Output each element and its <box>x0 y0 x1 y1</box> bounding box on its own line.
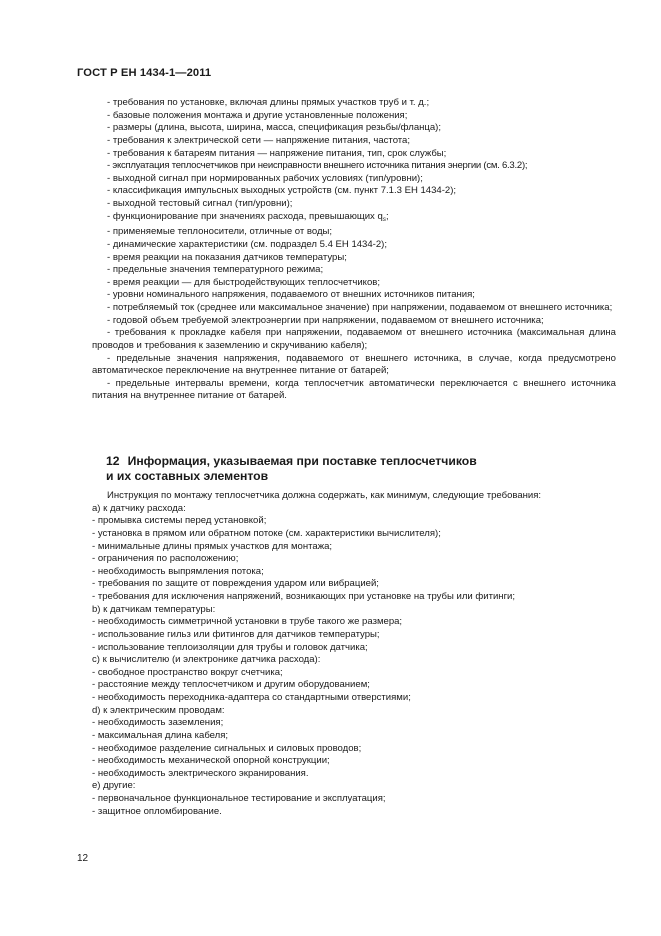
list-item: - максимальная длина кабеля; <box>92 729 229 741</box>
paragraph-item: - предельные значения напряжения, подаваемого от внешнего источника, в случае, когда предусмотрено автоматическое переключение на внутреннее питание от батарей; <box>92 352 616 377</box>
list-item: - требования к электрической сети — напряжение питания, частота; <box>107 134 411 146</box>
installation-instructions-list <box>92 490 616 818</box>
flow-limit-text: - функционирование при значениях расхода, превышающих q <box>107 210 383 222</box>
flow-limit-suffix: ; <box>386 210 389 222</box>
list-item: - требования к батареям питания — напряжение питания, тип, срок службы; <box>107 147 447 159</box>
paragraph-item: - годовой объем требуемой электроэнергии при напряжении, подаваемом от внешнего источника; <box>107 314 544 326</box>
list-item: - необходимое разделение сигнальных и силовых проводов; <box>92 742 362 754</box>
list-group-heading: a) к датчику расхода: <box>92 502 186 514</box>
list-item: - уровни номинального напряжения, подаваемого от внешних источников питания; <box>107 289 475 301</box>
section-heading <box>106 454 556 483</box>
list-group-heading: e) другие: <box>92 780 136 792</box>
list-item: - требования по защите от повреждения ударом или вибрацией; <box>92 578 379 590</box>
requirements-list-top <box>92 97 616 403</box>
list-item: - промывка системы перед установкой; <box>92 515 267 527</box>
list-item: - установка в прямом или обратном потоке (см. характеристики вычислителя); <box>92 527 441 539</box>
list-item: - необходимость переходника-адаптера со стандартными отверстиями; <box>92 692 411 703</box>
list-item: - минимальные длины прямых участков для монтажа; <box>92 540 333 552</box>
list-item: - применяемые теплоносители, отличные от воды; <box>107 226 333 238</box>
flow-limit-subscript: s <box>382 215 387 223</box>
intro-paragraph: Инструкция по монтажу теплосчетчика должна содержать, как минимум, следующие требования: <box>107 490 542 501</box>
list-item: - свободное пространство вокруг счетчика; <box>92 666 283 678</box>
list-item: - требования по установке, включая длины прямых участков труб и т. д.; <box>107 97 430 108</box>
section-heading-line1 <box>106 454 556 469</box>
list-item: - эксплуатация теплосчетчиков при неисправности внешнего источника питания энергии (см. 6.3.2); <box>107 160 528 172</box>
list-item: - защитное опломбирование. <box>92 805 222 817</box>
list-item: - время реакции на показания датчиков температуры; <box>107 251 347 263</box>
list-item-flow-limit <box>92 211 616 227</box>
list-item: - первоначальное функциональное тестирование и эксплуатация; <box>92 793 386 804</box>
paragraph-item: - требования к прокладке кабеля при напряжении, подаваемом от внешнего источника (максимальная длина проводов и требования к заземлению и скручиванию кабеля); <box>92 327 616 351</box>
list-item: - расстояние между теплосчетчиком и другим оборудованием; <box>92 679 370 691</box>
list-group-heading: b) к датчикам температуры: <box>92 603 216 615</box>
list-item: - использование теплоизоляции для трубы и головок датчика; <box>92 641 368 653</box>
list-item: - предельные значения температурного режима; <box>107 264 324 276</box>
list-item: - необходимость механической опорной конструкции; <box>92 755 330 767</box>
document-header: ГОСТ Р ЕН 1434-1—2011 <box>77 67 212 79</box>
list-item: - необходимость электрического экранирования. <box>92 767 309 779</box>
list-group-heading: c) к вычислителю (и электронике датчика расхода): <box>92 654 321 666</box>
list-item: - время реакции — для быстродействующих теплосчетчиков; <box>107 276 380 288</box>
list-item: - необходимость выпрямления потока; <box>92 565 264 577</box>
list-item: - требования для исключения напряжений, возникающих при установке на трубы или фитинги; <box>92 591 516 602</box>
section-title-line1: Информация, указываемая при поставке теплосчетчиков <box>127 454 477 468</box>
list-item: - базовые положения монтажа и другие установленные положения; <box>107 109 408 121</box>
section-title-line2: и их составных элементов <box>106 468 269 483</box>
list-item: - классификация импульсных выходных устройств (см. пункт 7.1.3 ЕН 1434-2); <box>107 185 457 197</box>
paragraph-item: - потребляемый ток (среднее или максимальное значение) при напряжении, подаваемом от внешнего источника; <box>107 302 613 313</box>
list-item: - необходимость заземления; <box>92 717 224 729</box>
list-item: - выходной тестовый сигнал (тип/уровни); <box>107 198 293 209</box>
list-group-heading: d) к электрическим проводам: <box>92 704 225 716</box>
section-number: 12 <box>106 454 120 468</box>
list-item: - ограничения по расположению; <box>92 553 239 565</box>
list-item: - выходной сигнал при нормированных рабочих условиях (тип/уровни); <box>107 172 423 184</box>
list-item: - динамические характеристики (см. подраздел 5.4 ЕН 1434-2); <box>107 238 388 250</box>
list-item: - необходимость симметричной установки в трубе такого же размера; <box>92 616 403 628</box>
list-item: - использование гильз или фитингов для датчиков температуры; <box>92 628 380 640</box>
page-number: 12 <box>77 853 89 864</box>
list-item: - размеры (длина, высота, ширина, масса, спецификация резьбы/фланца); <box>107 122 442 134</box>
paragraph-item: - предельные интервалы времени, когда теплосчетчик автоматически переключается с внешнего источника питания на внутреннее питание от батарей. <box>92 377 616 402</box>
